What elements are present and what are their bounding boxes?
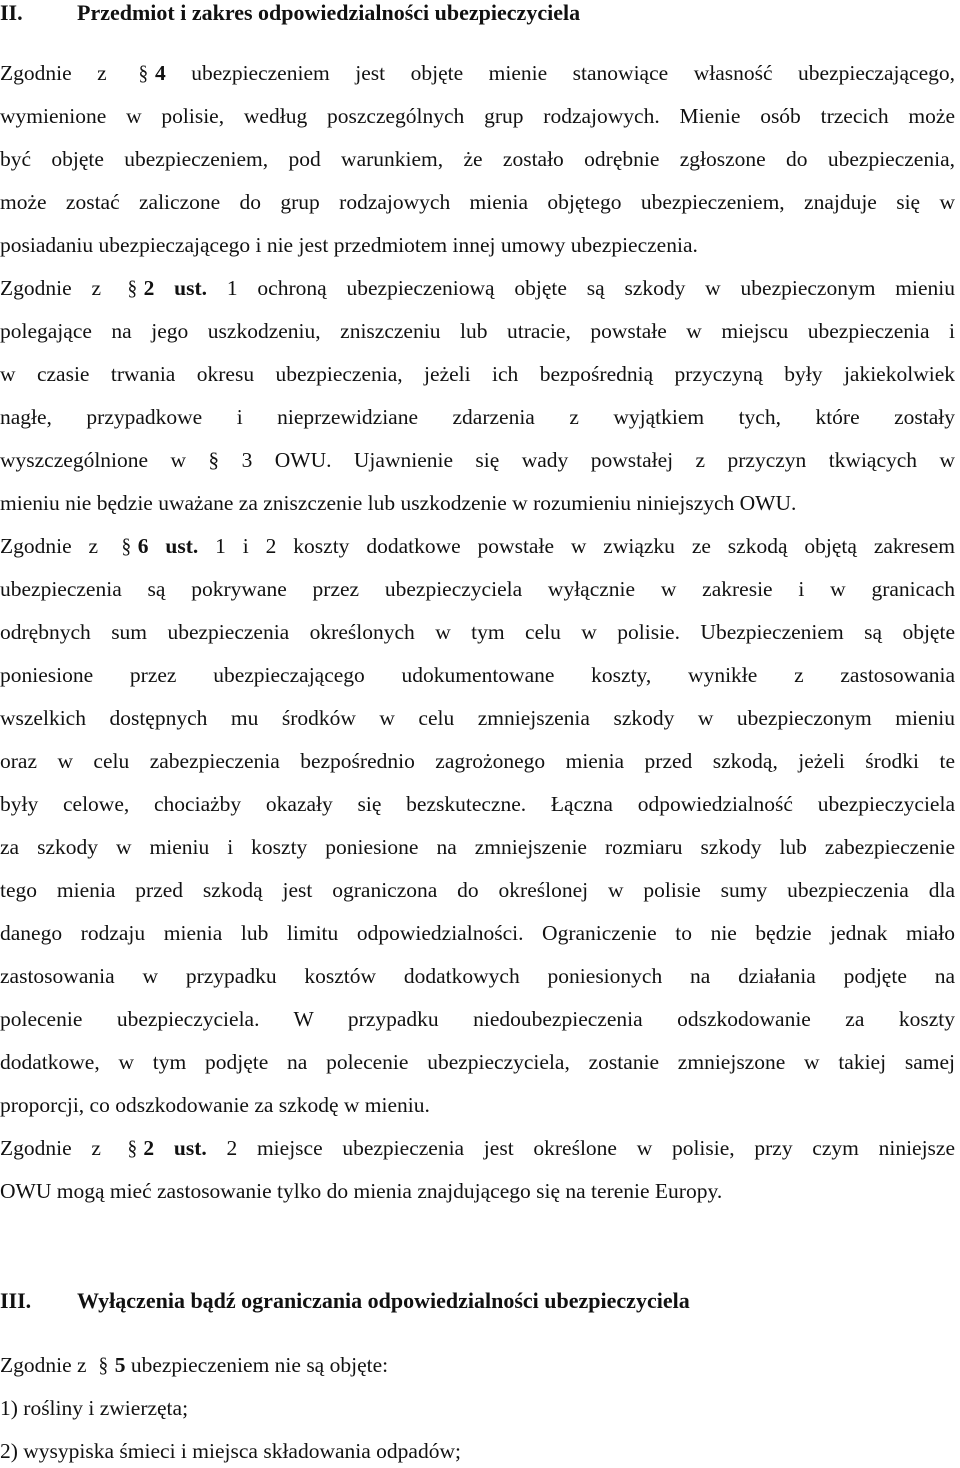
paragraph-sign: § — [138, 61, 149, 85]
text-line — [0, 60, 955, 86]
clause-prefix: Zgodnie z — [0, 1353, 92, 1377]
line-text: być objęte ubezpieczeniem, pod warunkiem, że zostało odrębnie zgłoszone do ubezpieczenia, — [0, 147, 955, 171]
text-line — [0, 963, 955, 989]
text-line — [0, 533, 955, 559]
line-text: tego mienia przed szkodą jest ograniczona do określonej w polisie sumy ubezpieczenia dla — [0, 878, 955, 902]
line-text: OWU mogą mieć zastosowanie tylko do mienia znajdującego się na terenie Europy. — [0, 1179, 723, 1203]
clause-prefix: Zgodnie z — [0, 61, 133, 85]
text-line — [0, 361, 955, 387]
text-line — [0, 705, 955, 731]
line-text: 2) wysypiska śmieci i miejsca składowania odpadów; — [0, 1439, 461, 1463]
line-text: wymienione w polisie, według poszczególnych grup rodzajowych. Mienie osób trzecich może — [0, 104, 955, 128]
clause-prefix: Zgodnie z — [0, 534, 115, 558]
paragraph-reference: 2 ust. — [143, 276, 208, 300]
line-text: zastosowania w przypadku kosztów dodatkowych poniesionych na działania podjęte na — [0, 964, 955, 988]
line-text: 1 i 2 koszty dodatkowe powstałe w związku ze szkodą objętą zakresem — [198, 534, 956, 558]
paragraph-sign: § — [127, 1136, 137, 1160]
section-number: II. — [0, 0, 23, 25]
paragraph-reference: 6 ust. — [137, 534, 199, 558]
line-text: 1) rośliny i zwierzęta; — [0, 1396, 189, 1420]
section-title: Wyłączenia bądź ograniczania odpowiedzialności ubezpieczyciela — [77, 1288, 690, 1313]
paragraph-reference: 2 ust. — [143, 1136, 207, 1160]
line-text: 1 ochroną ubezpieczeniową objęte są szkody w ubezpieczonym mieniu — [207, 276, 955, 300]
line-text: mieniu nie będzie uważane za zniszczenie lub uszkodzenie w rozumieniu niniejszych OWU. — [0, 491, 797, 515]
line-text: polegające na jego uszkodzeniu, zniszczeniu lub utracie, powstałe w miejscu ubezpieczenia i — [0, 319, 955, 343]
text-line — [0, 877, 955, 903]
text-line — [0, 232, 955, 258]
text-line — [0, 576, 955, 602]
text-line — [0, 447, 955, 473]
line-text: za szkody w mieniu i koszty poniesione na zmniejszenie rozmiaru szkody lub zabezpieczenie — [0, 835, 955, 859]
text-line — [0, 1178, 955, 1204]
text-line — [0, 834, 955, 860]
text-line — [0, 490, 955, 516]
line-text: poniesione przez ubezpieczającego udokumentowane koszty, wynikłe z zastosowania — [0, 663, 955, 687]
line-text: ubezpieczeniem jest objęte mienie stanowiące własność ubezpieczającego, — [165, 61, 955, 85]
text-line — [0, 1352, 955, 1378]
paragraph-sign: § — [121, 534, 132, 558]
line-text: posiadaniu ubezpieczającego i nie jest przedmiotem innej umowy ubezpieczenia. — [0, 233, 698, 257]
line-text: oraz w celu zabezpieczenia bezpośrednio zagrożonego mienia przed szkodą, jeżeli środki te — [0, 749, 955, 773]
paragraph-reference: 4 — [154, 61, 166, 85]
text-line — [0, 318, 955, 344]
line-text: polecenie ubezpieczyciela. W przypadku niedoubezpieczenia odszkodowanie za koszty — [0, 1007, 955, 1031]
line-text: były celowe, chociażby okazały się bezskuteczne. Łączna odpowiedzialność ubezpieczyciela — [0, 792, 955, 816]
text-line — [0, 1006, 955, 1032]
line-text: nagłe, przypadkowe i nieprzewidziane zdarzenia z wyjątkiem tych, które zostały — [0, 405, 955, 429]
line-text: 2 miejsce ubezpieczenia jest określone w polisie, przy czym niniejsze — [206, 1136, 956, 1160]
text-line — [0, 275, 955, 301]
text-line — [0, 103, 955, 129]
section-number: III. — [0, 1288, 32, 1313]
text-line — [0, 1135, 955, 1161]
line-text: w czasie trwania okresu ubezpieczenia, jeżeli ich bezpośrednią przyczyną były jakiekolwiek — [0, 362, 955, 386]
paragraph-sign: § — [98, 1353, 109, 1377]
line-text: danego rodzaju mienia lub limitu odpowiedzialności. Ograniczenie to nie będzie jednak miało — [0, 921, 955, 945]
text-line — [0, 1092, 955, 1118]
line-text: ubezpieczeniem nie są objęte: — [125, 1353, 389, 1377]
text-line — [0, 404, 955, 430]
text-line — [0, 619, 955, 645]
clause-prefix: Zgodnie z — [0, 1136, 121, 1160]
text-line — [0, 1395, 955, 1421]
line-text: wszelkich dostępnych mu środków w celu zmniejszenia szkody w ubezpieczonym mieniu — [0, 706, 955, 730]
paragraph-reference: 5 — [114, 1353, 126, 1377]
text-line — [0, 920, 955, 946]
line-text: odrębnych sum ubezpieczenia określonych w tym celu w polisie. Ubezpieczeniem są objęte — [0, 620, 955, 644]
section-title: Przedmiot i zakres odpowiedzialności ubezpieczyciela — [77, 0, 581, 25]
line-text: proporcji, co odszkodowanie za szkodę w mieniu. — [0, 1093, 430, 1117]
text-line — [0, 791, 955, 817]
text-line — [0, 146, 955, 172]
line-text: może zostać zaliczone do grup rodzajowych mienia objętego ubezpieczeniem, znajduje się w — [0, 190, 955, 214]
line-text: dodatkowe, w tym podjęte na polecenie ubezpieczyciela, zostanie zmniejszone w takiej samej — [0, 1050, 955, 1074]
text-line — [0, 1438, 955, 1464]
text-line — [0, 748, 955, 774]
text-line — [0, 189, 955, 215]
line-text: ubezpieczenia są pokrywane przez ubezpieczyciela wyłącznie w zakresie i w granicach — [0, 577, 955, 601]
line-text: wyszczególnione w § 3 OWU. Ujawnienie się wady powstałej z przyczyn tkwiących w — [0, 448, 955, 472]
text-line — [0, 1049, 955, 1075]
clause-prefix: Zgodnie z — [0, 276, 121, 300]
text-line — [0, 662, 955, 688]
paragraph-sign: § — [127, 276, 138, 300]
